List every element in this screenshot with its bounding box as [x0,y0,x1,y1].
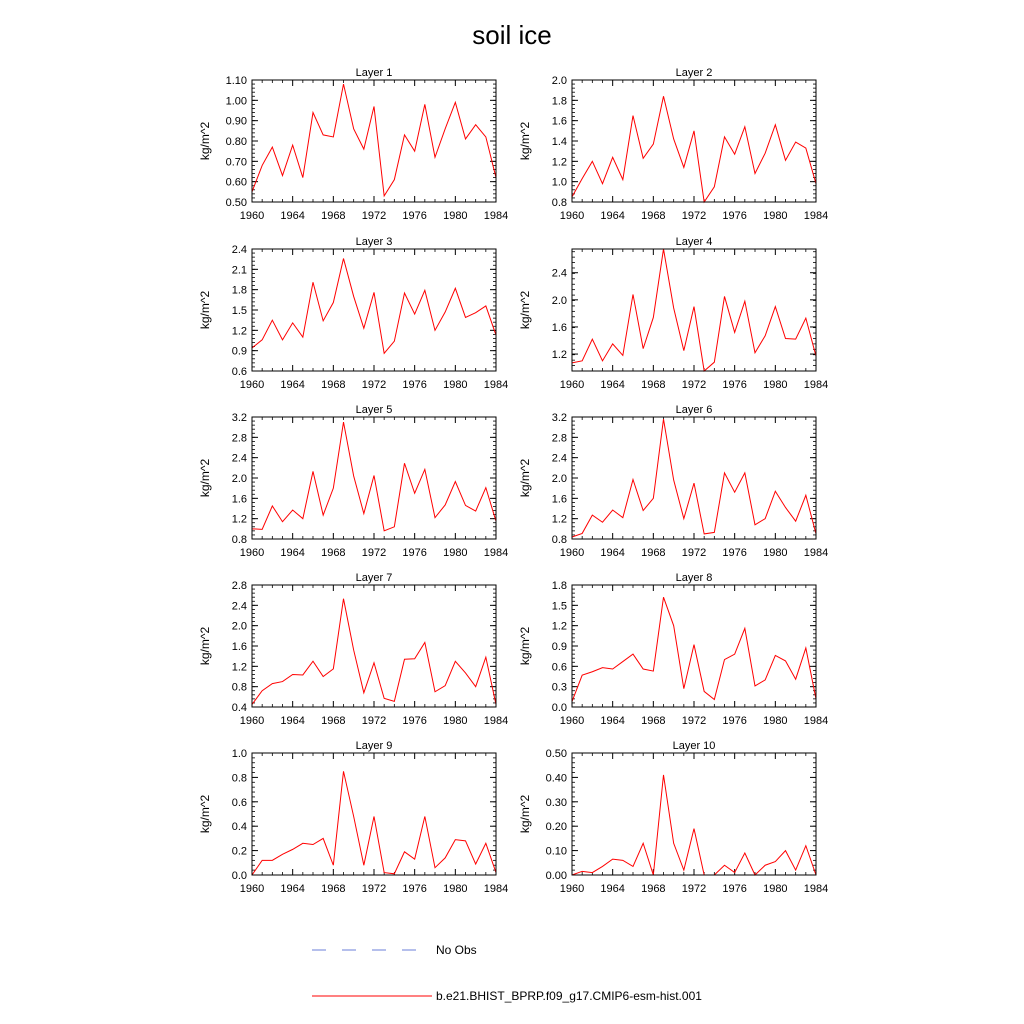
x-tick-label: 1980 [443,547,468,559]
plot-frame [252,80,496,202]
series-line [252,599,496,705]
y-tick-label: 1.2 [231,661,247,674]
x-tick-label: 1968 [641,547,666,559]
x-tick-label: 1968 [321,379,346,391]
x-tick-label: 1972 [681,547,707,559]
y-tick-label: 0.80 [225,136,247,148]
x-tick-label: 1976 [722,210,747,222]
plot-frame [572,249,816,371]
series-line [572,419,816,537]
x-tick-label: 1964 [600,210,625,222]
y-tick-label: 1.6 [551,321,567,334]
x-tick-label: 1984 [803,715,829,727]
x-tick-label: 1984 [483,379,509,391]
chart-panel-10 [518,740,828,895]
series-line [572,597,816,701]
chart-panel-6 [518,404,828,559]
y-tick-label: 1.4 [551,136,567,148]
y-tick-label: 2.4 [231,600,247,613]
y-tick-label: 2.0 [551,473,567,485]
y-tick-label: 1.2 [551,156,567,169]
x-tick-label: 1972 [681,210,707,222]
y-tick-label: 1.2 [551,349,567,362]
y-tick-label: 1.6 [551,115,567,128]
y-tick-label: 2.8 [551,432,567,445]
panel-title: Layer 3 [355,236,393,248]
y-axis-label: kg/m^2 [518,794,532,834]
x-tick-label: 1960 [239,379,265,391]
x-tick-label: 1976 [402,547,427,559]
y-tick-label: 1.8 [551,95,567,108]
x-tick-label: 1964 [280,883,305,895]
y-tick-label: 1.6 [551,493,567,506]
x-tick-label: 1960 [239,715,265,727]
x-tick-label: 1976 [722,715,747,727]
y-tick-label: 2.4 [551,452,567,465]
y-axis-label: kg/m^2 [198,290,212,330]
x-tick-label: 1972 [361,883,387,895]
x-tick-label: 1980 [763,883,788,895]
y-tick-label: 2.4 [551,267,567,280]
chart-panel-4 [518,236,828,391]
y-tick-label: 1.0 [551,176,567,189]
x-tick-label: 1972 [681,379,707,391]
x-tick-label: 1980 [763,210,788,222]
x-tick-label: 1960 [559,883,585,895]
y-tick-label: 0.4 [231,821,247,834]
y-tick-label: 0.00 [545,870,567,882]
x-tick-label: 1960 [239,210,265,222]
y-tick-label: 1.8 [551,580,567,592]
y-tick-label: 1.8 [231,284,247,297]
series-line [572,775,816,875]
chart-panel-1 [198,67,508,222]
y-tick-label: 0.60 [225,176,247,189]
x-tick-label: 1972 [681,883,707,895]
x-tick-label: 1964 [280,547,305,559]
x-tick-label: 1976 [402,379,427,391]
x-tick-label: 1984 [483,210,509,222]
series-line [572,96,816,202]
x-tick-label: 1964 [280,210,305,222]
x-tick-label: 1968 [321,547,346,559]
plot-frame [252,585,496,707]
x-tick-label: 1968 [321,715,346,727]
x-tick-label: 1984 [803,883,829,895]
y-axis-label: kg/m^2 [198,121,212,161]
y-tick-label: 0.6 [231,796,247,809]
x-tick-label: 1984 [803,210,829,222]
series-line [252,422,496,531]
y-tick-label: 0.9 [551,641,567,653]
y-tick-label: 0.3 [551,681,567,694]
series-line [252,258,496,353]
y-tick-label: 1.5 [551,600,567,613]
y-tick-label: 3.2 [231,412,247,424]
chart-panel-2 [518,67,828,222]
x-tick-label: 1972 [681,715,707,727]
y-tick-label: 0.4 [231,702,247,714]
x-tick-label: 1964 [280,715,305,727]
y-tick-label: 2.0 [551,75,567,87]
chart-panel-3 [198,236,508,391]
y-axis-label: kg/m^2 [518,458,532,498]
figure-title: soil ice [472,20,552,50]
y-tick-label: 1.0 [231,748,247,760]
x-tick-label: 1972 [361,715,387,727]
x-tick-label: 1968 [641,379,666,391]
chart-panel-5 [198,404,508,559]
x-tick-label: 1964 [280,379,305,391]
y-axis-label: kg/m^2 [198,794,212,834]
panel-title: Layer 2 [675,67,713,79]
y-tick-label: 3.2 [551,412,567,424]
x-tick-label: 1976 [722,883,747,895]
x-tick-label: 1980 [443,210,468,222]
y-tick-label: 2.0 [551,294,567,307]
y-tick-label: 0.8 [551,197,567,209]
y-tick-label: 0.0 [551,702,567,714]
series-line [572,249,816,371]
y-axis-label: kg/m^2 [198,458,212,498]
x-tick-label: 1964 [600,547,625,559]
x-tick-label: 1980 [443,883,468,895]
y-tick-label: 2.0 [231,473,247,485]
y-axis-label: kg/m^2 [518,121,532,161]
series-line [252,771,496,875]
y-tick-label: 0.6 [231,366,247,378]
panel-title: Layer 6 [675,404,713,416]
chart-panel-7 [198,572,508,727]
x-tick-label: 1980 [443,715,468,727]
x-tick-label: 1972 [361,547,387,559]
x-tick-label: 1984 [483,883,509,895]
y-tick-label: 0.6 [551,661,567,674]
x-tick-label: 1976 [722,547,747,559]
x-tick-label: 1972 [361,210,387,222]
x-tick-label: 1968 [641,715,666,727]
x-tick-label: 1964 [600,715,625,727]
x-tick-label: 1960 [239,547,265,559]
panel-title: Layer 5 [355,404,393,416]
x-tick-label: 1980 [763,379,788,391]
y-tick-label: 0.2 [231,845,247,858]
y-tick-label: 0.40 [545,772,567,785]
y-tick-label: 2.8 [231,580,247,592]
panel-title: Layer 4 [675,236,713,248]
y-tick-label: 0.10 [545,845,567,858]
y-tick-label: 0.8 [231,681,247,694]
y-axis-label: kg/m^2 [518,290,532,330]
x-tick-label: 1968 [641,210,666,222]
x-tick-label: 1976 [722,379,747,391]
x-tick-label: 1984 [803,547,829,559]
panel-title: Layer 8 [675,572,713,584]
x-tick-label: 1968 [321,210,346,222]
x-tick-label: 1984 [803,379,829,391]
y-tick-label: 1.2 [231,325,247,338]
y-tick-label: 0.30 [545,796,567,809]
y-tick-label: 0.20 [545,821,567,834]
y-tick-label: 0.90 [225,115,247,128]
series-line [252,84,496,196]
panel-title: Layer 9 [355,740,393,752]
y-tick-label: 1.10 [225,75,247,87]
plot-frame [572,80,816,202]
x-tick-label: 1960 [239,883,265,895]
y-tick-label: 0.8 [231,772,247,785]
y-tick-label: 0.70 [225,156,247,169]
y-axis-label: kg/m^2 [198,626,212,666]
legend-obs-label: No Obs [436,943,477,957]
y-tick-label: 2.4 [231,452,247,465]
x-tick-label: 1960 [559,210,585,222]
y-tick-label: 0.8 [231,534,247,546]
y-tick-label: 1.00 [225,95,247,108]
x-tick-label: 1980 [763,715,788,727]
x-tick-label: 1960 [559,715,585,727]
x-tick-label: 1964 [600,883,625,895]
y-tick-label: 2.4 [231,244,247,256]
y-tick-label: 2.0 [231,620,247,633]
x-tick-label: 1960 [559,379,585,391]
y-tick-label: 2.8 [231,432,247,445]
x-tick-label: 1984 [483,715,509,727]
panel-title: Layer 10 [672,740,716,752]
y-tick-label: 0.9 [231,345,247,358]
x-tick-label: 1976 [402,883,427,895]
x-tick-label: 1976 [402,210,427,222]
chart-panel-9 [198,740,508,895]
panels-container [198,67,828,895]
x-tick-label: 1968 [321,883,346,895]
chart-panel-8 [518,572,828,727]
y-tick-label: 1.2 [551,513,567,526]
y-tick-label: 1.2 [231,513,247,526]
y-tick-label: 2.1 [231,264,247,277]
x-tick-label: 1976 [402,715,427,727]
x-tick-label: 1980 [443,379,468,391]
panel-title: Layer 1 [355,67,393,79]
x-tick-label: 1972 [361,379,387,391]
y-tick-label: 0.0 [231,870,247,882]
plot-frame [572,417,816,539]
plot-frame [252,249,496,371]
x-tick-label: 1968 [641,883,666,895]
legend [312,943,702,1003]
x-tick-label: 1984 [483,547,509,559]
y-tick-label: 0.8 [551,534,567,546]
y-tick-label: 1.6 [231,493,247,506]
y-tick-label: 0.50 [225,197,247,209]
x-tick-label: 1960 [559,547,585,559]
y-tick-label: 1.5 [231,305,247,317]
panel-title: Layer 7 [355,572,393,584]
y-axis-label: kg/m^2 [518,626,532,666]
x-tick-label: 1980 [763,547,788,559]
y-tick-label: 0.50 [545,748,567,760]
plot-frame [252,753,496,875]
y-tick-label: 1.6 [231,641,247,653]
y-tick-label: 1.2 [551,620,567,633]
x-tick-label: 1964 [600,379,625,391]
legend-model-label: b.e21.BHIST_BPRP.f09_g17.CMIP6-esm-hist.001 [436,989,702,1003]
